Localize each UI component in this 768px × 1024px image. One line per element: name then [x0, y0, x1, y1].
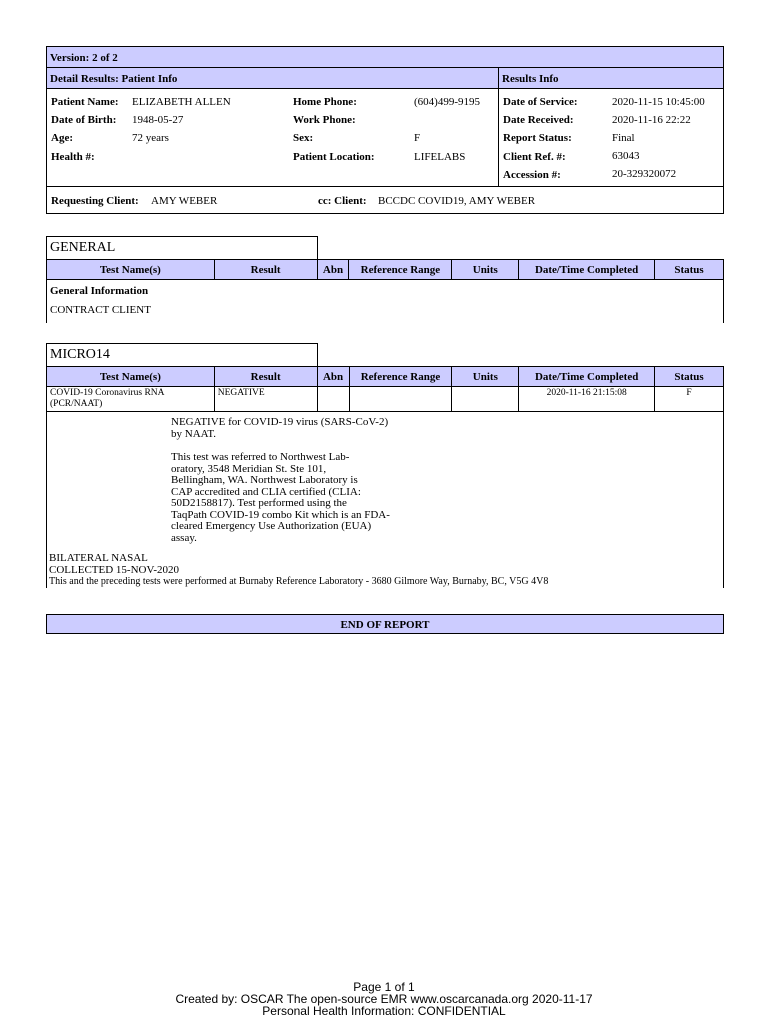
col-date-completed: Date/Time Completed: [519, 367, 655, 387]
cc-client-label: cc: Client:: [318, 195, 367, 207]
requesting-client-value: AMY WEBER: [151, 195, 218, 207]
contract-client-text: CONTRACT CLIENT: [50, 304, 151, 316]
completed-cell: 2020-11-16 21:15:08: [519, 387, 655, 412]
sex-label: Sex:: [293, 132, 314, 144]
confidential-line: Personal Health Information: CONFIDENTIAL: [262, 1004, 506, 1018]
age-value: 72 years: [132, 132, 169, 144]
client-ref-label: Client Ref. #:: [503, 151, 566, 163]
abn-cell: [317, 387, 349, 412]
status-cell: F: [655, 387, 724, 412]
col-status: Status: [655, 260, 724, 280]
micro14-title-text: MICRO14: [50, 347, 110, 362]
report-status-value: Final: [612, 132, 635, 144]
general-information-heading: General Information: [50, 285, 149, 297]
test-name-cell: COVID-19 Coronavirus RNA (PCR/NAAT): [47, 387, 215, 412]
units-cell: [452, 387, 519, 412]
negative-comment: NEGATIVE for COVID-19 virus (SARS-CoV-2) by NAAT.: [171, 416, 389, 440]
col-abn: Abn: [317, 367, 349, 387]
dob-value: 1948-05-27: [132, 114, 184, 126]
col-reference-range: Reference Range: [349, 260, 452, 280]
page-number: Page 1 of 1: [353, 980, 415, 994]
col-units: Units: [452, 260, 519, 280]
micro14-results-table: [46, 366, 724, 588]
reference-range-cell: [349, 387, 452, 412]
client-ref-value: 63043: [612, 150, 640, 162]
patient-info-header: [46, 67, 499, 89]
col-test-names: Test Name(s): [47, 260, 215, 280]
results-info-header: [498, 67, 724, 89]
accession-label: Accession #:: [503, 169, 561, 181]
micro14-section-title: [46, 343, 318, 367]
patient-name-label: Patient Name:: [51, 96, 119, 108]
col-result: Result: [214, 367, 317, 387]
col-status: Status: [655, 367, 724, 387]
dob-label: Date of Birth:: [51, 114, 117, 126]
patient-info-title: Detail Results: Patient Info: [50, 73, 178, 85]
date-of-service-label: Date of Service:: [503, 96, 578, 108]
covid-test-row: [47, 387, 724, 412]
col-test-names: Test Name(s): [47, 367, 215, 387]
patient-name: ELIZABETH ALLEN: [132, 96, 231, 108]
referral-comment: This test was referred to Northwest Lab- oratory, 3548 Meridian St. Ste 101, Bellingham, WA. Northwest Laboratory is CAP accredited and CLIA certified (CLIA: 50D2158817). Test performed using the TaqPath COVID-19 combo Kit which is an FDA- cleared Emergency Use Authorization (EUA) assay.: [171, 451, 390, 544]
col-reference-range: Reference Range: [349, 367, 452, 387]
results-info-title: Results Info: [502, 73, 559, 85]
performed-at-note: This and the preceding tests were performed at Burnaby Reference Laboratory - 3680 Gilmore Way, Burnaby, BC, V5G 4V8: [49, 576, 549, 587]
col-date-completed: Date/Time Completed: [519, 260, 655, 280]
end-of-report-text: END OF REPORT: [340, 619, 430, 631]
sex-value: F: [414, 132, 421, 144]
col-units: Units: [452, 367, 519, 387]
patient-location-value: LIFELABS: [414, 151, 466, 163]
col-abn: Abn: [317, 260, 349, 280]
result-cell: NEGATIVE: [214, 387, 317, 412]
home-phone-label: Home Phone:: [293, 96, 357, 108]
date-received-value: 2020-11-16 22:22: [612, 114, 691, 126]
work-phone-label: Work Phone:: [293, 114, 356, 126]
report-status-label: Report Status:: [503, 132, 572, 144]
health-number-label: Health #:: [51, 151, 95, 163]
general-section-title: [46, 236, 318, 260]
created-by-line: Created by: OSCAR The open-source EMR www.oscarcanada.org 2020-11-17: [175, 992, 593, 1006]
col-result: Result: [214, 260, 317, 280]
end-of-report-bar: [46, 614, 724, 634]
requesting-client-label: Requesting Client:: [51, 195, 139, 207]
general-title-text: GENERAL: [50, 240, 116, 255]
patient-location-label: Patient Location:: [293, 151, 375, 163]
cc-client-value: BCCDC COVID19, AMY WEBER: [378, 195, 536, 207]
date-received-label: Date Received:: [503, 114, 574, 126]
date-of-service-value: 2020-11-15 10:45:00: [612, 96, 705, 108]
version-text: Version: 2 of 2: [50, 52, 118, 64]
requesting-divider: [46, 186, 724, 187]
micro14-header-row: [47, 367, 724, 387]
general-header-row: [47, 260, 724, 280]
general-results-table: [46, 259, 724, 323]
version-bar: [46, 46, 724, 68]
comment-row: [47, 412, 724, 589]
specimen-note: BILATERAL NASAL COLLECTED 15-NOV-2020: [49, 552, 180, 576]
general-subheading-row: [47, 280, 724, 324]
accession-value: 20-329320072: [612, 168, 677, 180]
home-phone-value: (604)499-9195: [414, 96, 480, 108]
patient-results-divider: [498, 88, 499, 186]
age-label: Age:: [51, 132, 73, 144]
